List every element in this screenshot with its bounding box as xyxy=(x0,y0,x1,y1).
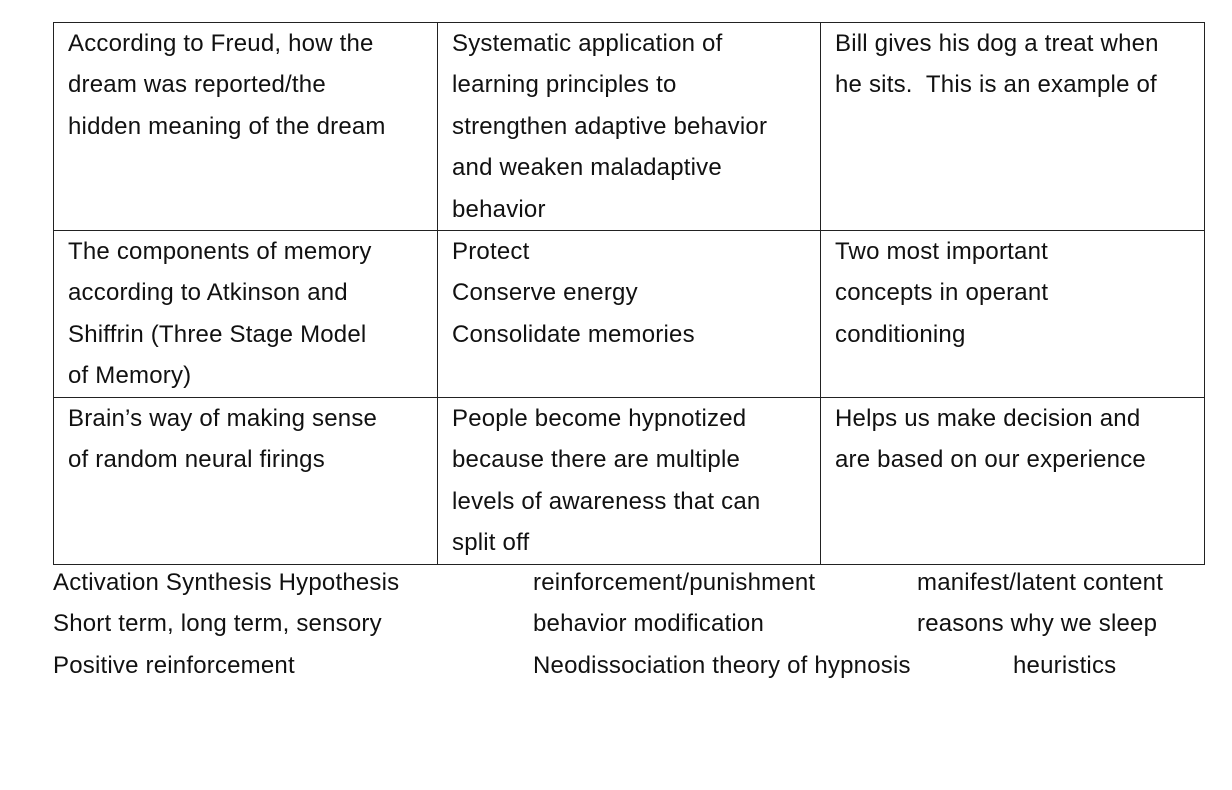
cell-text-line: Bill gives his dog a treat when xyxy=(835,30,1159,57)
cell-text-line: according to Atkinson and xyxy=(68,279,348,307)
table-cell xyxy=(438,398,821,565)
cell-text-line: Two most important xyxy=(835,238,1049,266)
table-row xyxy=(54,23,1205,231)
cell-text-line: Helps us make decision and xyxy=(835,405,1141,433)
cell-text-line: because there are multiple xyxy=(452,446,741,474)
cell-text-line: he sits. This is an example of xyxy=(835,71,1157,99)
cell-text-line: conditioning xyxy=(835,320,966,348)
table-cell xyxy=(438,23,821,231)
answer-term: Neodissociation theory of hypnosis xyxy=(533,651,911,679)
cell-text-line: of Memory) xyxy=(68,362,192,390)
cell-text-line: behavior xyxy=(452,195,546,223)
cell-text-line: Shiffrin (Three Stage Model xyxy=(68,320,367,348)
answer-term: Positive reinforcement xyxy=(53,651,295,679)
answer-bank xyxy=(53,562,1223,687)
answer-term: manifest/latent content xyxy=(917,569,1164,596)
cell-text-line: concepts in operant xyxy=(835,279,1049,307)
table-cell xyxy=(438,231,821,398)
cell-text-line: The components of memory xyxy=(68,238,372,266)
cell-text-line: learning principles to xyxy=(452,71,677,99)
table-cell xyxy=(54,23,438,231)
cell-text-line: Systematic application of xyxy=(452,30,723,57)
cell-text-line: of random neural firings xyxy=(68,446,325,474)
cell-text-line: hidden meaning of the dream xyxy=(68,112,386,140)
cell-text-line: split off xyxy=(452,529,530,557)
cell-text-line: Conserve energy xyxy=(452,279,638,307)
table-row xyxy=(54,398,1205,565)
cell-text-line: are based on our experience xyxy=(835,446,1146,474)
answer-term: behavior modification xyxy=(533,610,764,638)
cell-text-line: People become hypnotized xyxy=(452,405,747,433)
answer-term: Short term, long term, sensory xyxy=(53,610,382,638)
cell-text-line: and weaken maladaptive xyxy=(452,154,722,182)
table-cell xyxy=(821,398,1205,565)
answer-term: Activation Synthesis Hypothesis xyxy=(53,569,400,596)
cell-text-line: According to Freud, how the xyxy=(68,30,374,57)
cell-text-line: strengthen adaptive behavior xyxy=(452,112,768,140)
cell-text-line: Protect xyxy=(452,238,530,266)
table-cell xyxy=(821,231,1205,398)
answer-term: reinforcement/punishment xyxy=(533,569,816,596)
table-row xyxy=(54,231,1205,398)
answer-term: heuristics xyxy=(1013,651,1117,679)
table-cell xyxy=(54,231,438,398)
cell-text-line: Brain’s way of making sense xyxy=(68,405,378,433)
table-cell xyxy=(821,23,1205,231)
cell-text-line: Consolidate memories xyxy=(452,320,695,348)
cell-text-line: dream was reported/the xyxy=(68,71,326,99)
answer-term: reasons why we sleep xyxy=(917,610,1158,638)
table-cell xyxy=(54,398,438,565)
cell-text-line: levels of awareness that can xyxy=(452,487,761,515)
question-table xyxy=(53,22,1205,565)
